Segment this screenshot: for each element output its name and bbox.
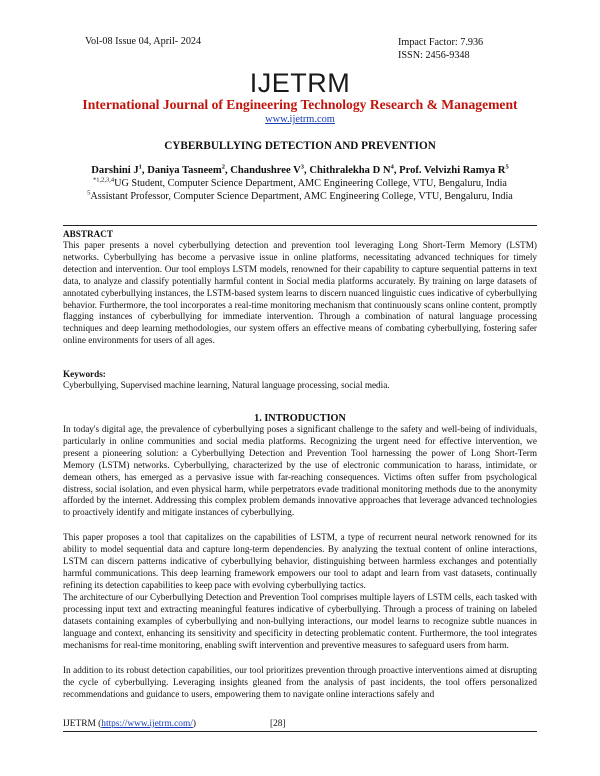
author-name: Chithralekha D N — [309, 165, 391, 176]
affiliation-professor — [0, 191, 600, 202]
abstract-heading: ABSTRACT — [63, 229, 114, 239]
journal-metrics — [398, 36, 483, 62]
affiliation-sup: *1,2,3,4 — [93, 176, 115, 184]
author-sup: 3 — [300, 163, 305, 171]
author-name: Darshini J — [91, 165, 139, 176]
intro-paragraph: In addition to its robust detection capabilities, our tool prioritizes prevention through proactive interventions aimed at disrupting the cycle of cyberbullying. Leveraging insights gleaned from the analysis of past incidents, the tool offers personalized recommendations and guidance to users, empowering them to navigate online interactions safely and — [63, 665, 537, 699]
affiliation-text: UG Student, Computer Science Department, AMC Engineering College, VTU, Bengaluru, India — [114, 178, 507, 189]
abstract-text: This paper presents a novel cyberbullying detection and prevention tool leveraging Long Short-Term Memory (LSTM) networks. Cyberbullying has become a pervasive issue in online platforms, necessitating advanced techniques for timely detection and intervention. Our tool employs LSTM models, renowned for their capability to capture sequential patterns in text data, to analyze and classify potentially harmful content in Social media platforms accurately. By training on large datasets of annotated cyberbullying instances, the LSTM-based system learns to discern nuanced linguistic cues indicative of cyberbullying behavior. Furthermore, the tool incorporates a real-time monitoring mechanism that continuously scans online content, promptly flagging instances of cyberbullying for immediate intervention. Through a combination of natural language processing techniques and deep learning methodologies, our system offers an effective means of combating cyberbullying, fostering safer online environments for users of all ages. — [63, 240, 537, 346]
keywords-text: Cyberbullying, Supervised machine learning, Natural language processing, social media. — [63, 380, 390, 390]
header-divider — [63, 225, 537, 226]
author-sup: 1 — [138, 163, 142, 171]
affiliation-students — [0, 178, 600, 189]
author-sup: 4 — [390, 163, 394, 171]
intro-paragraph: In today's digital age, the prevalence of cyberbullying poses a significant challenge to the safety and well-being of individuals, particularly in online communities and social media platforms. Recognizing the urgent need for effective intervention, we present a pioneering solution: a Cyberbullying Detection and Prevention Tool harnessing the power of Long Short-Term Memory (LSTM) networks. Cyberbullying, characterized by the use of electronic communication to harass, intimidate, or demean others, has emerged as a pervasive issue with far-reaching consequences. Victims often suffer from psychological distress, social isolation, and even physical harm, while perpetrators evade traditional monitoring methods due to the anonymity afforded by the internet. Addressing this complex problem demands innovative approaches that leverage advanced technologies to proactively identify and mitigate instances of cyberbullying. — [63, 424, 537, 518]
impact-factor: Impact Factor: 7.936 — [398, 37, 484, 48]
introduction-heading: 1. INTRODUCTION — [254, 413, 346, 424]
author-name: Chandushree V — [230, 165, 301, 176]
footer-label: IJETRM ( — [63, 719, 102, 729]
paper-title: CYBERBULLYING DETECTION AND PREVENTION — [164, 140, 436, 152]
volume-issue: Vol-08 Issue 04, April- 2024 — [85, 36, 202, 47]
affiliation-text: Assistant Professor, Computer Science Department, AMC Engineering College, VTU, Bengaluru, India — [90, 191, 513, 202]
author-name: Prof. Velvizhi Ramya R — [399, 165, 506, 176]
journal-logo: IJETRM — [249, 68, 351, 98]
footer-close: ) — [192, 719, 196, 729]
affiliation-sup: 5 — [87, 189, 91, 197]
page-number: [28] — [270, 719, 286, 729]
author-list: Darshini $J^1$, Daniya Tasneem$^2$, Chandushree $V^3$, Chithralekha D $N^4$, Prof. Velvizhi Ramya $R^5$ — [91, 163, 509, 176]
author-sup: 2 — [221, 163, 225, 171]
footer-website-link[interactable]: https://www.ijetrm.com/ — [101, 719, 193, 729]
intro-paragraph: This paper proposes a tool that capitalizes on the capabilities of LSTM, a type of recurrent neural network renowned for its ability to model sequential data and capture long-term dependencies. By analyzing the textual content of online interactions, LSTM can discern patterns indicative of cyberbullying behavior, distinguishing between harmless exchanges and potentially harmful communications. This deep learning framework empowers our tool to adapt and learn from vast datasets, continually refining its detection capabilities to keep pace with evolving cyberbullying tactics. — [63, 532, 537, 590]
author-name: Daniya Tasneem — [147, 165, 222, 176]
footer-divider — [63, 731, 537, 732]
author-sup: 5 — [505, 163, 509, 171]
footer-journal — [63, 719, 196, 729]
issn: ISSN: 2456-9348 — [398, 50, 470, 61]
journal-website-link[interactable]: www.ijetrm.com — [265, 114, 335, 125]
keywords-heading: Keywords: — [63, 369, 106, 379]
intro-paragraph: The architecture of our Cyberbullying Detection and Prevention Tool comprises multiple layers of LSTM cells, each tasked with processing input text and extracting meaningful features indicative of cyberbullying. Through a process of training on labeled datasets containing examples of cyberbullying and non-bullying interactions, our model learns to recognize subtle nuances in language and context, enhancing its sensitivity and specificity in detecting problematic content. Furthermore, the tool integrates mechanisms for real-time monitoring, enabling swift intervention and preventive measures to safeguard users from harm. — [63, 592, 537, 650]
journal-name: International Journal of Engineering Technology Research & Management — [82, 97, 518, 112]
